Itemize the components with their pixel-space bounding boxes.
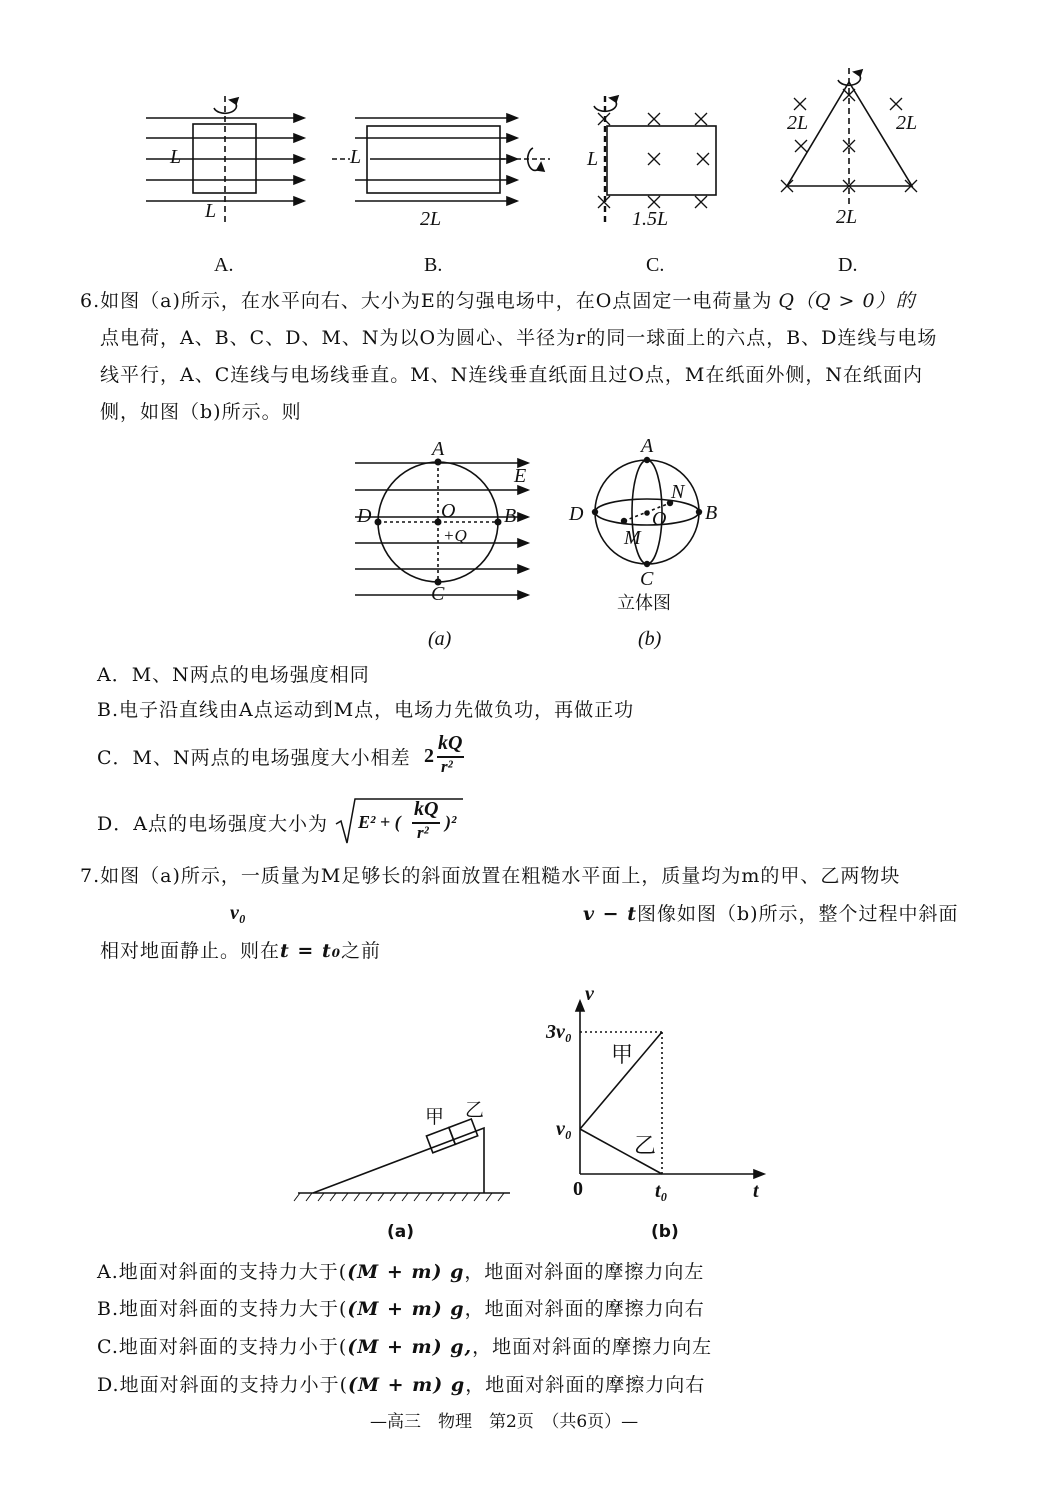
q7b-line-yi-label: 乙	[634, 1134, 657, 1159]
q6a-label-A: A	[432, 438, 445, 460]
q6a-label-C: C	[431, 583, 445, 605]
q6a-label-B: B	[504, 505, 517, 527]
q7-option-c: C.地面对斜面的支持力小于((M + m) g,，地面对斜面的摩擦力向左	[97, 1336, 713, 1358]
q6b-label-D: D	[569, 503, 584, 525]
q7-option-d: D.地面对斜面的支持力小于((M + m) g，地面对斜面的摩擦力向右	[97, 1374, 706, 1396]
q6a-label-D: D	[357, 505, 372, 527]
q6b-label-C: C	[640, 568, 654, 590]
q5d-left-label: 2L	[787, 112, 809, 134]
q6-stem-line-1: 6.如图（a)所示，在水平向右、大小为E的匀强电场中，在O点固定一电荷量为 Q（Q > 0）的	[80, 290, 916, 312]
q6-option-b: B.电子沿直线由A点运动到M点，电场力先做负功，再做正功	[97, 699, 635, 721]
q5c-bottom-label: 1.5L	[632, 208, 669, 230]
q7-option-d-math: (M + m) g	[348, 1374, 466, 1396]
q7a-block-jia: 甲	[425, 1106, 445, 1128]
q7b-t-axis-label: t	[753, 1180, 759, 1202]
q7-option-a-math: (M + m) g	[347, 1261, 465, 1283]
q5d-bottom-label: 2L	[836, 206, 858, 228]
q6b-label-O: O	[652, 508, 667, 530]
q6b-label-M: M	[624, 527, 641, 549]
q7-stem-line-3: 相对地面静止。则在t = t₀之前	[100, 940, 382, 962]
q7a-block-yi: 乙	[465, 1099, 485, 1121]
q7b-t0: t₀	[655, 1180, 668, 1202]
q6-option-d: D．A点的电场强度大小为	[97, 813, 328, 835]
q6-charge-math: Q（Q > 0）的	[778, 290, 916, 312]
q7-option-b: B.地面对斜面的支持力大于((M + m) g，地面对斜面的摩擦力向右	[97, 1298, 705, 1320]
q6-stem-line-4: 侧，如图（b)所示。则	[100, 401, 302, 423]
q5a-caption: A.	[214, 254, 234, 276]
q5a-side-label: L	[170, 146, 182, 168]
q6a-label-O: O	[441, 500, 456, 522]
q5b-bottom-label: 2L	[420, 208, 442, 230]
q6-stem-line-2: 点电荷，A、B、C、D、M、N为以O为圆心、半径为r的同一球面上的六点，B、D连线与电场	[100, 327, 938, 349]
q5a-bottom-label: L	[205, 200, 217, 222]
q7b-line-jia-label: 甲	[611, 1043, 634, 1068]
q6-option-c: C．M、N两点的电场强度大小相差	[97, 747, 411, 769]
q7-stem-line-2: v − t图像如图（b)所示，整个过程中斜面	[583, 903, 959, 925]
page-footer: —高三 物理 第2页 （共6页）—	[370, 1412, 639, 1432]
q6-option-c-den: r²	[441, 757, 453, 776]
q7-stem-teq: t = t₀	[280, 940, 342, 962]
q6-option-a: A．M、N两点的电场强度相同	[97, 664, 370, 686]
q6b-label-N: N	[671, 481, 685, 503]
q6-option-d-num: kQ	[414, 798, 439, 820]
q6b-label-A: A	[641, 435, 654, 457]
q7-option-b-math: (M + m) g	[347, 1298, 465, 1320]
q6-option-d-expr1: E² + (	[358, 812, 401, 832]
q7-option-c-math: (M + m) g,	[347, 1336, 473, 1358]
q5d-right-label: 2L	[896, 112, 918, 134]
q5b-caption: B.	[424, 254, 443, 276]
q6a-label-E: E	[514, 465, 527, 487]
q6b-caption: (b)	[638, 628, 662, 650]
q5b-side-label: L	[350, 146, 362, 168]
q6a-caption: (a)	[428, 628, 452, 650]
q5d-caption: D.	[838, 254, 858, 276]
q6a-label-charge: +Q	[443, 526, 467, 545]
q6-stem-line-3: 线平行，A、C连线与电场线垂直。M、N连线垂直纸面且过O点，M在纸面外侧，N在纸面内	[100, 364, 923, 386]
q7b-caption: (b)	[651, 1222, 679, 1242]
q7b-y-mid: v₀	[556, 1118, 572, 1140]
q6-option-d-expr2: )²	[445, 812, 457, 832]
q6-option-d-den: r²	[417, 823, 429, 842]
q7-stem-line-1: 7.如图（a)所示，一质量为M足够长的斜面放置在粗糙水平面上，质量均为m的甲、乙两物块	[80, 865, 901, 887]
q7b-v-axis-label: v	[585, 983, 594, 1005]
q5c-caption: C.	[646, 254, 665, 276]
q7-stem-v0: v₀	[230, 902, 246, 924]
q7b-y-high: 3v₀	[546, 1021, 572, 1043]
q6b-subtitle: 立体图	[617, 593, 671, 614]
q6-option-c-coef: 2	[424, 745, 434, 767]
q6b-label-B: B	[705, 502, 718, 524]
q7-option-a: A.地面对斜面的支持力大于((M + m) g，地面对斜面的摩擦力向左	[97, 1261, 705, 1283]
q5c-side-label: L	[587, 148, 599, 170]
q7a-caption: (a)	[387, 1222, 415, 1242]
q7b-origin: 0	[573, 1178, 583, 1200]
q7-stem-vt: v − t	[583, 903, 637, 925]
q6-option-c-num: kQ	[438, 732, 463, 754]
